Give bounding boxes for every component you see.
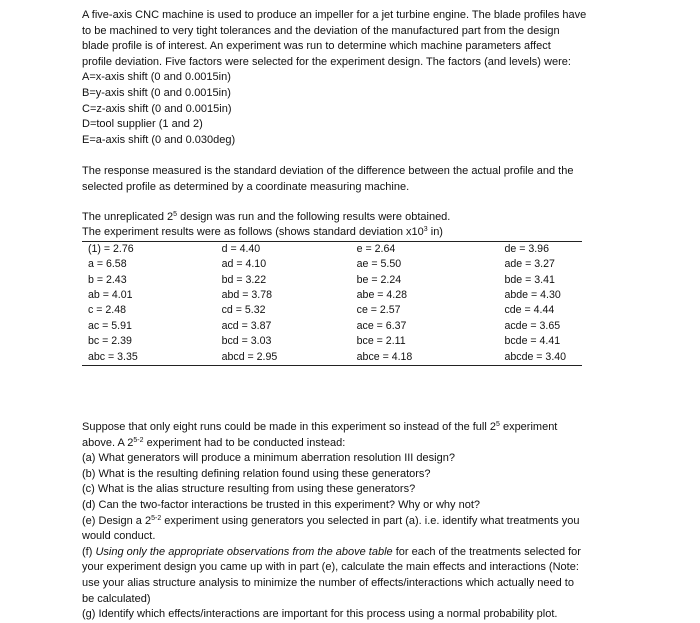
table-cell: bcd = 3.03 — [221, 335, 272, 348]
intro-line: to be machined to very tight tolerances and the deviation of the manufactured part from the design — [82, 24, 560, 37]
questions-lead-2: above. A 2$^{5-2}$ experiment had to be conducted instead: — [82, 436, 346, 449]
question-f-line-1: (f) Using only the appropriate observations from the above table for each of the treatments selected for — [82, 545, 581, 558]
problem-document — [82, 8, 622, 623]
table-row — [82, 257, 582, 272]
intro-line: A five-axis CNC machine is used to produce an impeller for a jet turbine engine. The blade profiles have — [82, 9, 587, 21]
table-cell: abc = 3.35 — [82, 350, 216, 366]
question-e-line-2: would conduct. — [82, 530, 156, 543]
table-cell: d = 4.40 — [216, 241, 351, 257]
question-e-line-1: (e) Design a 2$^{5-2}$ experiment using generators you selected in part (a). i.e. identify what treatments you — [82, 514, 580, 527]
table-cell: ce = 2.57 — [356, 304, 401, 317]
table-row — [82, 273, 582, 288]
table-row — [82, 334, 582, 349]
question-f-line-2: your experiment design you came up with in part (e), calculate the main effects and interactions (Note: — [82, 561, 579, 574]
questions-lead-1: Suppose that only eight runs could be made in this experiment so instead of the full $2^5$ experiment — [82, 420, 558, 433]
intro-paragraph — [82, 8, 622, 148]
table-row — [82, 241, 582, 257]
question-c: (c) What is the alias structure resulting from using these generators? — [82, 483, 416, 496]
response-line: selected profile as determined by a coordinate measuring machine. — [82, 180, 410, 193]
factor-a: A=x-axis shift (0 and 0.0015in) — [82, 71, 231, 84]
table-cell: abce = 4.18 — [351, 350, 499, 366]
table-cell: abcde = 3.40 — [498, 350, 582, 366]
factor-b: B=y-axis shift (0 and 0.0015in) — [82, 86, 231, 99]
table-cell: abde = 4.30 — [504, 288, 561, 301]
intro-line: profile deviation. Five factors were selected for the experiment design. The factors (and levels) were: — [82, 55, 571, 68]
table-row — [82, 303, 582, 318]
table-cell: a = 6.58 — [88, 258, 127, 271]
question-g: (g) Identify which effects/interactions are important for this process using a normal probability plot. — [82, 608, 558, 621]
table-cell: cde = 4.44 — [504, 304, 555, 317]
response-paragraph — [82, 164, 622, 195]
table-cell: ab = 4.01 — [88, 288, 133, 301]
table-cell: bd = 3.22 — [221, 273, 267, 286]
question-f-line-3: use your alias structure analysis to minimize the number of effects/interactions which actually need to — [82, 576, 574, 589]
question-a: (a) What generators will produce a minimum aberration resolution III design? — [82, 452, 455, 465]
table-cell: c = 2.48 — [88, 304, 126, 317]
table-cell: be = 2.24 — [356, 273, 402, 286]
table-cell: ace = 6.37 — [356, 319, 407, 332]
table-cell: cd = 5.32 — [221, 304, 266, 317]
factor-c: C=z-axis shift (0 and 0.0015in) — [82, 102, 232, 115]
design-line-2: The experiment results were as follows (shows standard deviation $x10^3$ in) — [82, 226, 443, 239]
question-d: (d) Can the two-factor interactions be trusted in this experiment? Why or why not? — [82, 498, 481, 511]
table-cell: acde = 3.65 — [504, 319, 561, 332]
table-cell: bcde = 4.41 — [504, 335, 561, 348]
table-cell: ade = 3.27 — [504, 258, 555, 271]
table-cell: bc = 2.39 — [88, 335, 132, 348]
question-b: (b) What is the resulting defining relation found using these generators? — [82, 467, 431, 480]
design-line-1: The unreplicated $2^5$ design was run and the following results were obtained. — [82, 210, 451, 223]
question-f-line-4: be calculated) — [82, 592, 151, 605]
questions-section — [82, 420, 622, 623]
table-cell: ad = 4.10 — [221, 258, 267, 271]
table-row — [82, 350, 582, 366]
table-cell: b = 2.43 — [88, 273, 127, 286]
results-table — [82, 241, 582, 366]
table-row — [82, 288, 582, 303]
design-paragraph — [82, 210, 622, 241]
table-cell: e = 2.64 — [351, 241, 499, 257]
factor-e: E=a-axis shift (0 and 0.030deg) — [82, 133, 236, 146]
factor-d: D=tool supplier (1 and 2) — [82, 118, 203, 131]
table-cell: de = 3.96 — [498, 241, 582, 257]
table-cell: acd = 3.87 — [221, 319, 272, 332]
table-cell: bce = 2.11 — [356, 335, 406, 348]
table-cell: bde = 3.41 — [504, 273, 555, 286]
table-cell: abcd = 2.95 — [216, 350, 351, 366]
table-cell: abe = 4.28 — [356, 288, 408, 301]
response-line: The response measured is the standard deviation of the difference between the actual profile and the — [82, 165, 574, 178]
table-cell: (1) = 2.76 — [82, 241, 216, 257]
table-cell: abd = 3.78 — [221, 288, 272, 301]
intro-line: blade profile is of interest. An experiment was run to determine which machine parameters affect — [82, 40, 551, 53]
table-cell: ac = 5.91 — [88, 319, 132, 332]
table-cell: ae = 5.50 — [356, 258, 402, 271]
table-row — [82, 319, 582, 334]
